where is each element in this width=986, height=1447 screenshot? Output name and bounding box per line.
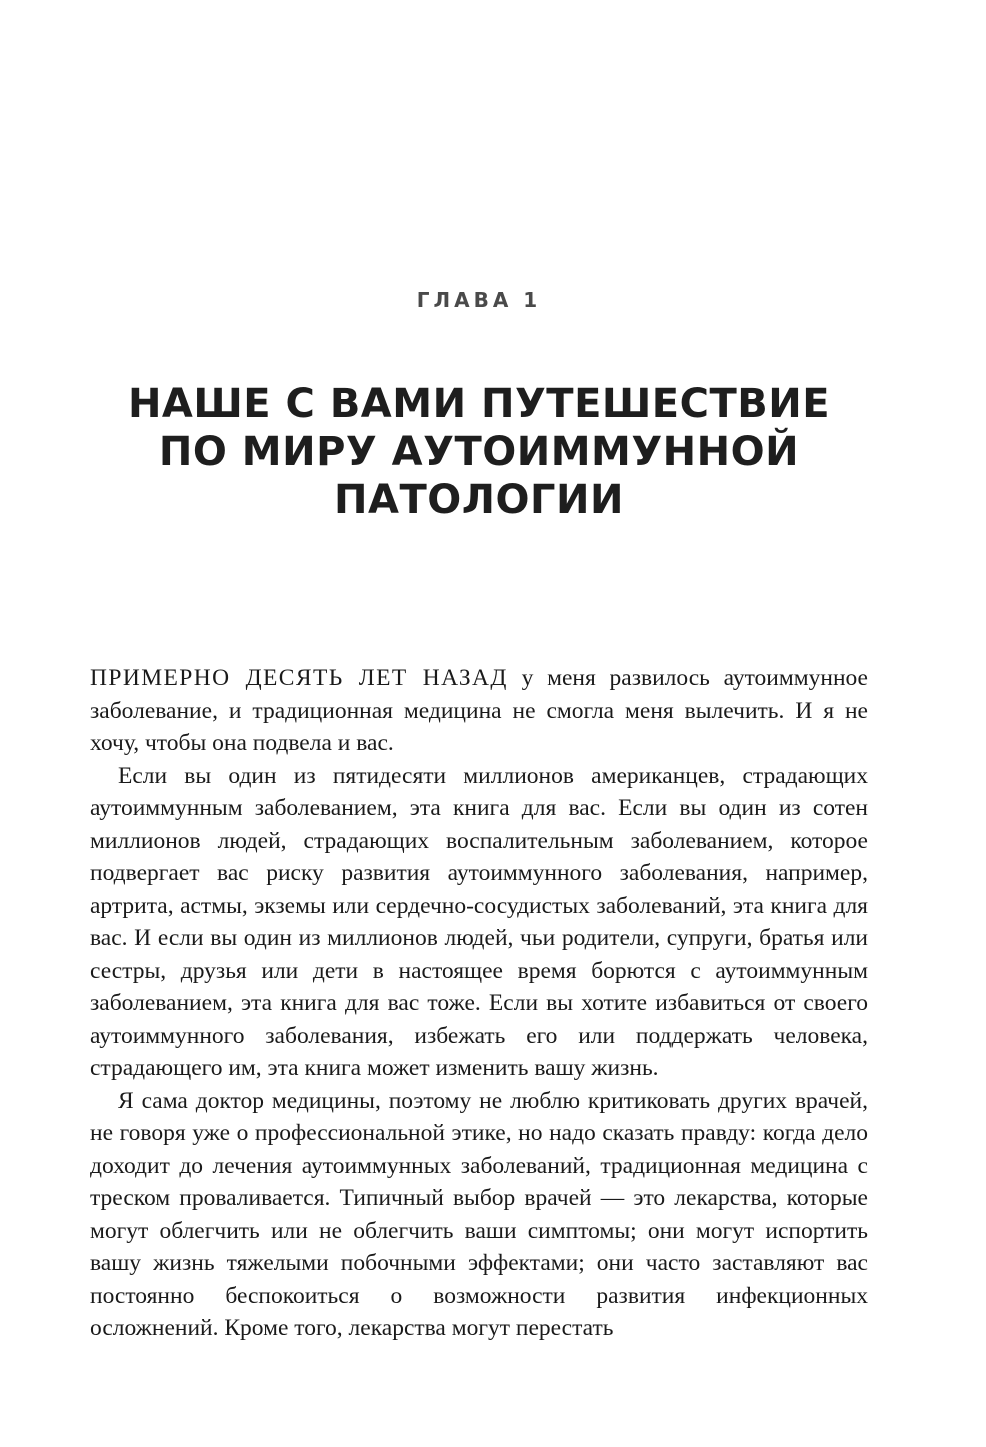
paragraph [90,662,868,760]
lead-in-small-caps: ПРИМЕРНО ДЕСЯТЬ ЛЕТ НАЗАД [90,665,508,691]
chapter-title [0,380,958,524]
chapter-title-line: НАШЕ С ВАМИ ПУТЕШЕСТВИЕ [127,381,831,427]
chapter-label: ГЛАВА 1 [416,288,542,312]
paragraph: Если вы один из пятидесяти миллионов американцев, страдающих аутоиммунным заболеванием, эта книга для вас. Если вы один из сотен миллионов людей, страдающих воспалительным заболеванием, которое подвергает вас риску развития аутоиммунного заболевания, например, артрита, астмы, экземы или сердечно-сосудистых заболеваний, эта книга для вас. И если вы один из миллионов людей, чьи родители, супруги, братья или сестры, друзья или дети в настоящее время борются с аутоиммунным заболеванием, эта книга для вас тоже. Если вы хотите избавиться от своего аутоиммунного заболевания, избежать его или поддержать человека, страдающего им, эта книга может изменить вашу жизнь. [90,762,868,1081]
paragraph: Я сама доктор медицины, поэтому не люблю критиковать других врачей, не говоря уже о профессиональной этике, но надо сказать правду: когда дело доходит до лечения аутоиммунных заболеваний, традиционная медицина с треском проваливается. Типичный выбор врачей — это лекарства, которые могут облегчить или не облегчить ваши симптомы; они могут испортить вашу жизнь тяжелыми побочными эффектами; они часто заставляют вас постоянно беспокоиться о возможности развития инфекционных осложнений. Кроме того, лекарства могут перестать [90,1087,868,1341]
chapter-title-line: ПАТОЛОГИИ [334,477,624,523]
body-text [90,662,868,1345]
paragraph-text: у меня развилось аутоиммунное заболевание, и традиционная медицина не смогла меня вылечить. И я не хочу, чтобы она подвела и вас. [90,665,868,756]
chapter-title-line: ПО МИРУ АУТОИММУННОЙ [158,429,800,475]
